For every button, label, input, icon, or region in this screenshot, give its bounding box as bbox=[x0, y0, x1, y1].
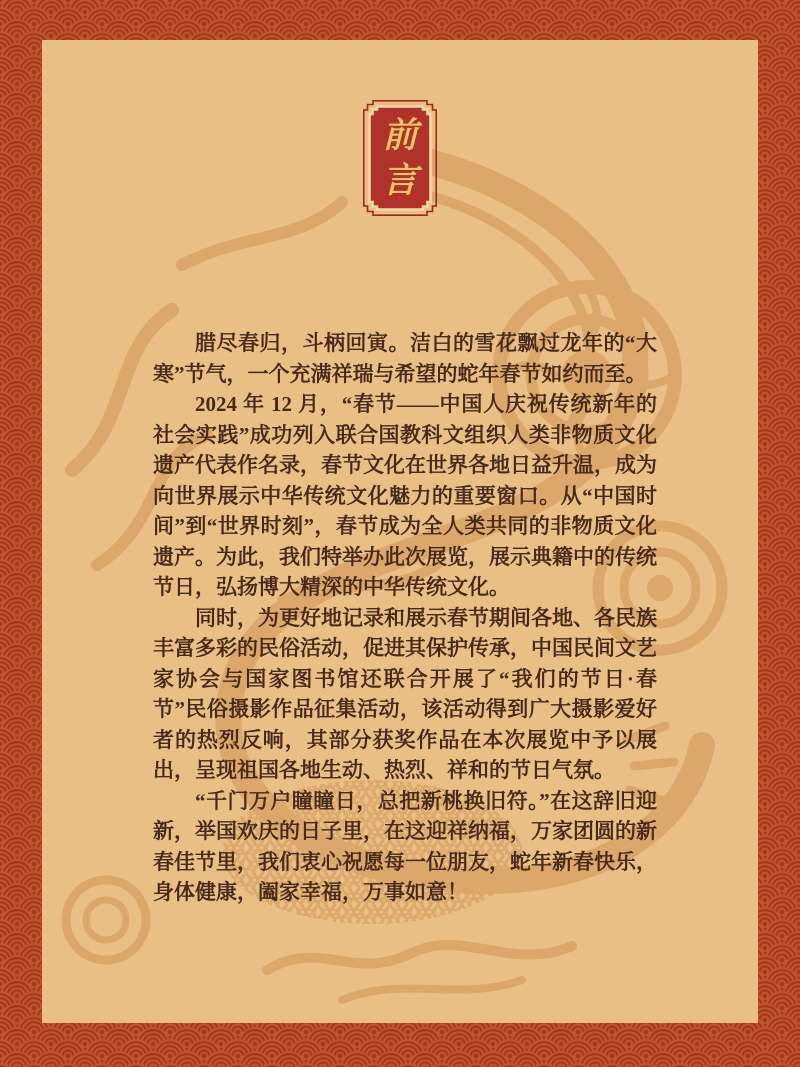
preface-text bbox=[153, 328, 657, 908]
preface-paragraph-1: 腊尽春归，斗柄回寅。洁白的雪花飘过龙年的“大寒”节气，一个充满祥瑞与希望的蛇年春节如约而至。 bbox=[153, 331, 657, 386]
corner-spiral bbox=[66, 880, 146, 960]
plaque-title-char-2: 言 bbox=[382, 161, 418, 200]
plaque-title-char-1: 前 bbox=[382, 116, 418, 155]
plaque-title bbox=[373, 110, 427, 206]
preface-paragraph-4: “千门万户瞳瞳日，总把新桃换旧符。”在这辞旧迎新，举国欢庆的日子里，在这迎祥纳福，万家团圆的新春佳节里，我们衷心祝愿每一位朋友，蛇年新春快乐，身体健康，阖家幸福，万事如意！ bbox=[153, 788, 657, 904]
preface-paragraph-3: 同时，为更好地记录和展示春节期间各地、各民族丰富多彩的民俗活动，促进其保护传承，中国民间文艺家协会与国家图书馆还联合开展了“我们的节日·春节”民俗摄影作品征集活动，该活动得到广大摄影爱好者的热烈反响，其部分获奖作品在本次展览中予以展出，呈现祖国各地生动、热烈、祥和的节日气氛。 bbox=[153, 605, 657, 782]
content-panel bbox=[42, 40, 758, 1023]
title-plaque bbox=[363, 100, 437, 216]
tail-flames bbox=[267, 945, 572, 1000]
preface-paragraph-2: 2024 年 12 月，“春节——中国人庆祝传统新年的社会实践”成功列入联合国教科文组织人类非物质文化遗产代表作名录，春节文化在世界各地日益升温，成为向世界展示中华传统文化魅力的重要窗口。从“中国时间”到“世界时刻”，春节成为全人类共同的非物质文化遗产。为此，我们特举办此次展览，展示典籍中的传统节日，弘扬博大精深的中华传统文化。 bbox=[153, 392, 657, 599]
